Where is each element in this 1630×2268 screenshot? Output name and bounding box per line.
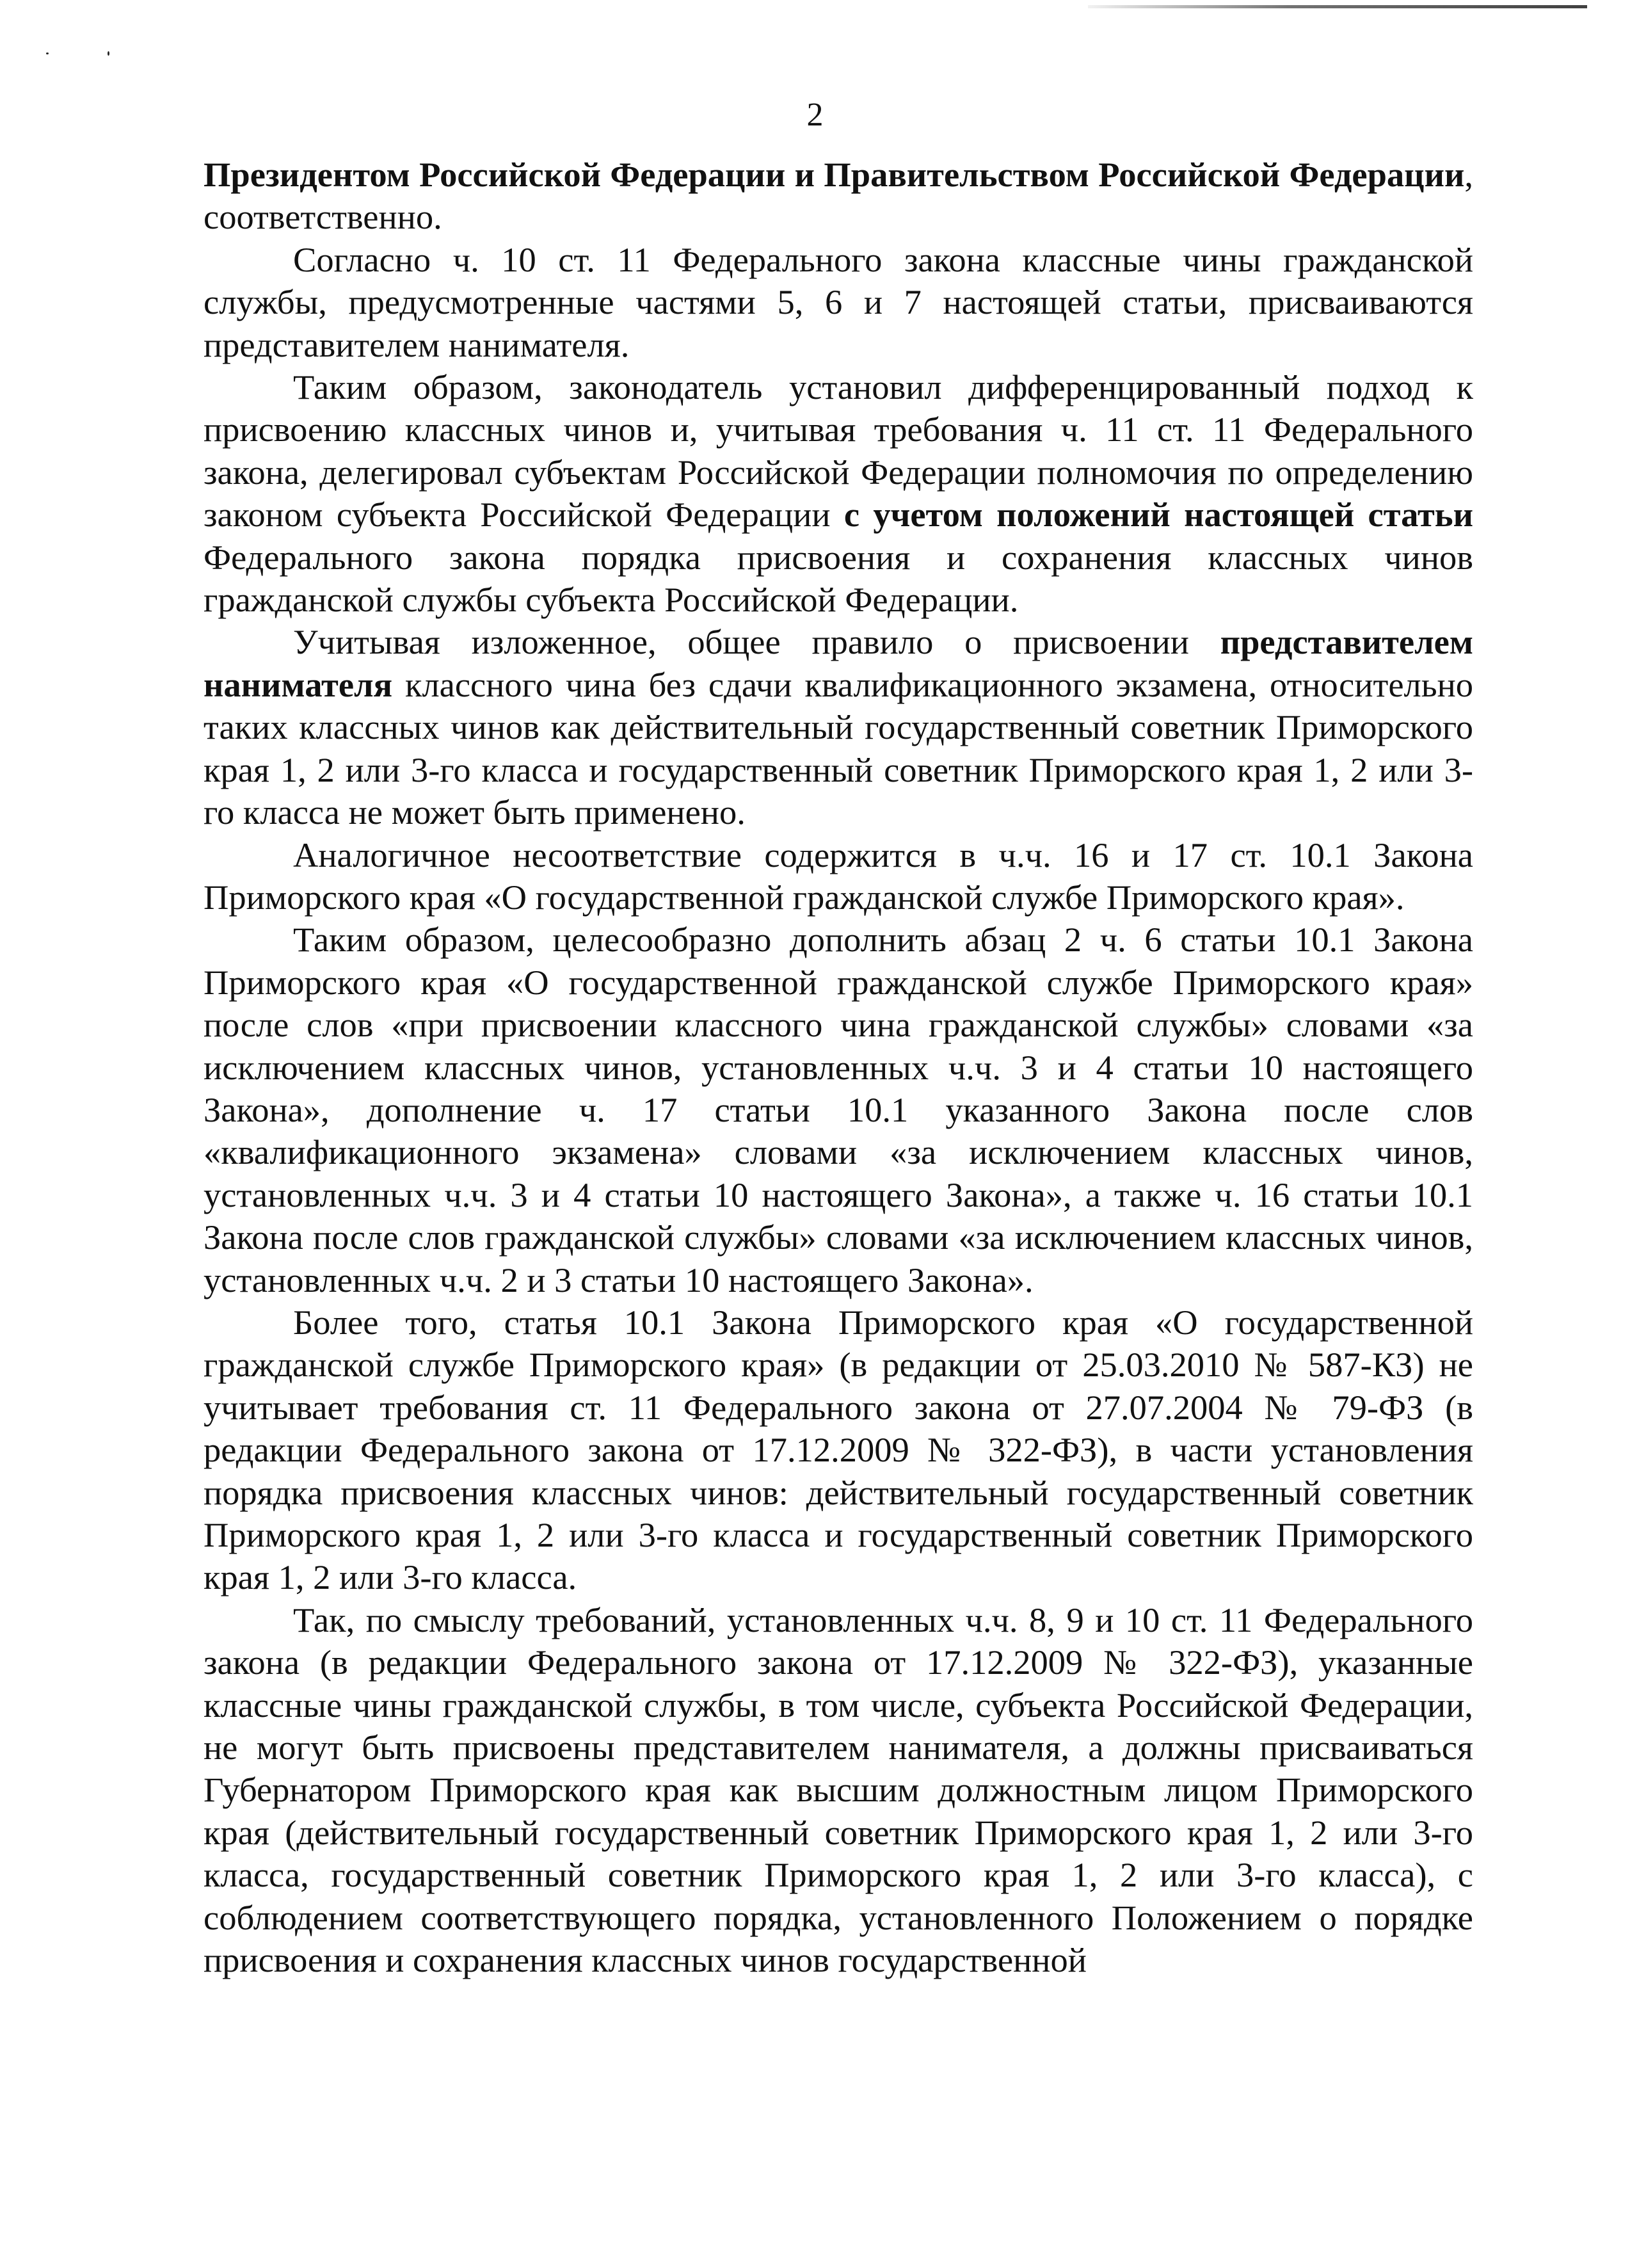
- document-body: [204, 154, 1473, 1981]
- bold-text: с учетом положений настоящей статьи: [843, 495, 1474, 535]
- paragraph: [204, 919, 1473, 1301]
- paragraph-text: Так, по смыслу требований, установленных ч.ч. 8, 9 и 10 ст. 11 Федерального закона (в редакции Федерального закона от 17.12.2009 № 322-ФЗ), указанные классные чины гражданской службы, в том числе, субъекта Российской Федерации, не могут быть присвоены представителем нанимателя, а должны присваиваться Губернатором Приморского края как высшим должностным лицом Приморского края (действительный государственный советник Приморского края 1, 2 или 3-го класса, государственный советник Приморского края 1, 2 или 3-го класса), с соблюдением соответствующего порядка, установленного Положением о порядке присвоения и сохранения классных чинов государственной: [204, 1600, 1473, 1980]
- paragraph-text: классного чина без сдачи квалификационного экзамена, относительно таких классных чинов как действительный государственный советник Приморского края 1, 2 или 3-го класса и государственный советник Приморского края 1, 2 или 3-го класса не может быть применено.: [204, 664, 1473, 832]
- page-number: 2: [806, 97, 824, 133]
- paragraph: [204, 1599, 1473, 1982]
- bold-text: Президентом Российской Федерации и Правительством Российской Федерации: [204, 155, 1465, 194]
- scan-speck: [46, 52, 49, 54]
- paragraph-text: Учитывая изложенное, общее правило о присвоении: [293, 622, 1220, 662]
- paragraph: [204, 366, 1473, 621]
- bold-text: представителем нанимателя: [204, 622, 1473, 704]
- paragraph-text: Федерального закона порядка присвоения и сохранения классных чинов гражданской службы субъекта Российской Федерации.: [204, 537, 1473, 620]
- paragraph-text: Согласно ч. 10 ст. 11 Федерального закона классные чины гражданской службы, предусмотренные частями 5, 6 и 7 настоящей статьи, присваиваются представителем нанимателя.: [204, 239, 1473, 364]
- paragraph: [204, 154, 1473, 239]
- paragraph-text: Таким образом, законодатель установил дифференцированный подход к присвоению классных чинов и, учитывая требования ч. 11 ст. 11 Федерального закона, делегировал субъектам Российской Федерации полномочия по определению законом субъекта Российской Федерации: [204, 367, 1473, 535]
- paragraph: [204, 834, 1473, 919]
- scan-edge-line: [1088, 5, 1587, 8]
- paragraph: [204, 621, 1473, 833]
- paragraph: [204, 1301, 1473, 1599]
- paragraph-text: Более того, статья 10.1 Закона Приморского края «О государственной гражданской службе Приморского края» (в редакции от 25.03.2010 № 587-КЗ) не учитывает требования ст. 11 Федерального закона от 27.07.2004 № 79-ФЗ (в редакции Федерального закона от 17.12.2009 № 322-ФЗ), в части установления порядка присвоения классных чинов: действительный государственный советник Приморского края 1, 2 или 3-го класса и государственный советник Приморского края 1, 2 или 3-го класса.: [204, 1302, 1473, 1597]
- paragraph-text: Таким образом, целесообразно дополнить абзац 2 ч. 6 статьи 10.1 Закона Приморского края «О государственной гражданской службе Приморского края» после слов «при присвоении классного чина гражданской службы» словами «за исключением классных чинов, установленных ч.ч. 3 и 4 статьи 10 настоящего Закона», дополнение ч. 17 статьи 10.1 указанного Закона после слов «квалификационного экзамена» словами «за исключением классных чинов, установленных ч.ч. 3 и 4 статьи 10 настоящего Закона», а также ч. 16 статьи 10.1 Закона после слов гражданской службы» словами «за исключением классных чинов, установленных ч.ч. 2 и 3 статьи 10 настоящего Закона».: [204, 920, 1473, 1299]
- paragraph: [204, 239, 1473, 366]
- paragraph-text: , соответственно.: [204, 155, 1473, 237]
- paragraph-text: Аналогичное несоответствие содержится в ч.ч. 16 и 17 ст. 10.1 Закона Приморского края «О государственной гражданской службе Приморского края».: [204, 835, 1473, 917]
- scan-speck: [108, 51, 109, 56]
